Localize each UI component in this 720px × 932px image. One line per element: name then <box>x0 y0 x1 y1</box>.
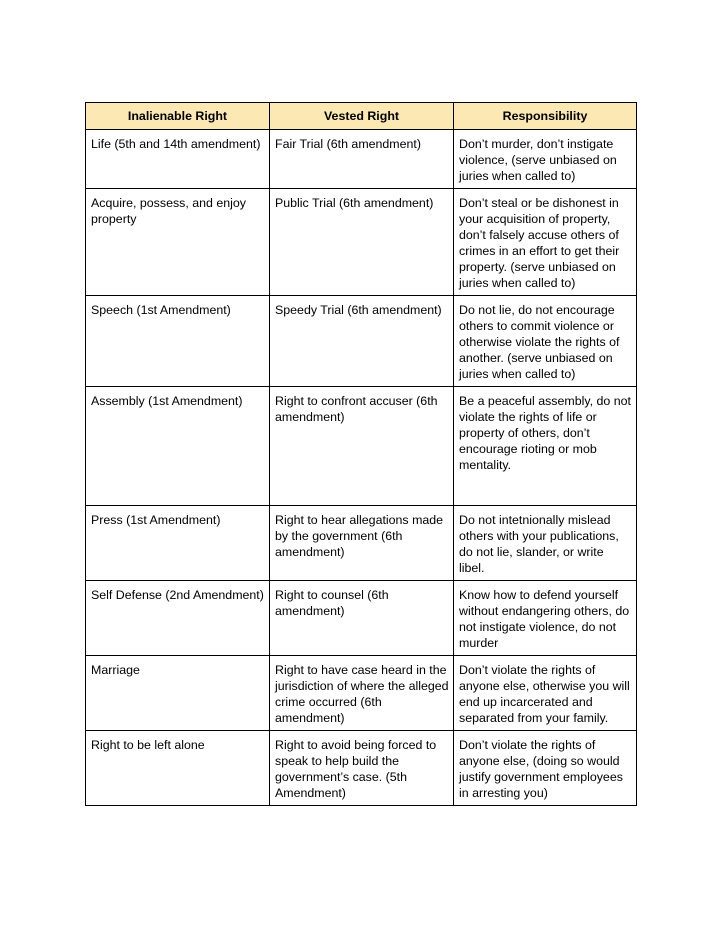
inalienable-right-cell: Assembly (1st Amendment) <box>86 387 270 506</box>
vested-right-cell: Right to counsel (6th amendment) <box>270 581 454 656</box>
table-row <box>86 656 637 731</box>
responsibility-cell: Don’t violate the rights of anyone else, otherwise you will end up incarcerated and separated from your family. <box>454 656 637 731</box>
table-row <box>86 506 637 581</box>
responsibility-cell: Be a peaceful assembly, do not violate the rights of life or property of others, don’t encourage rioting or mob mentality. <box>454 387 637 506</box>
inalienable-right-cell: Marriage <box>86 656 270 731</box>
inalienable-right-cell: Press (1st Amendment) <box>86 506 270 581</box>
responsibility-cell: Do not lie, do not encourage others to commit violence or otherwise violate the rights of another. (serve unbiased on juries when called to) <box>454 296 637 387</box>
table-row <box>86 296 637 387</box>
inalienable-right-cell: Right to be left alone <box>86 731 270 806</box>
table-row <box>86 130 637 189</box>
responsibility-cell: Don’t murder, don’t instigate violence, (serve unbiased on juries when called to) <box>454 130 637 189</box>
inalienable-right-cell: Life (5th and 14th amendment) <box>86 130 270 189</box>
table-row <box>86 731 637 806</box>
inalienable-right-cell: Acquire, possess, and enjoy property <box>86 189 270 296</box>
vested-right-cell: Right to avoid being forced to speak to help build the government’s case. (5th Amendment) <box>270 731 454 806</box>
header-responsibility: Responsibility <box>454 103 637 130</box>
vested-right-cell: Right to hear allegations made by the government (6th amendment) <box>270 506 454 581</box>
vested-right-cell: Speedy Trial (6th amendment) <box>270 296 454 387</box>
rights-table <box>85 102 637 806</box>
responsibility-cell: Do not intetnionally mislead others with your publications, do not lie, slander, or write libel. <box>454 506 637 581</box>
responsibility-cell: Don’t violate the rights of anyone else, (doing so would justify government employees in arresting you) <box>454 731 637 806</box>
responsibility-cell: Don’t steal or be dishonest in your acquisition of property, don’t falsely accuse others of crimes in an effort to get their property. (serve unbiased on juries when called to) <box>454 189 637 296</box>
table-row <box>86 189 637 296</box>
table-header-row <box>86 103 637 130</box>
inalienable-right-cell: Self Defense (2nd Amendment) <box>86 581 270 656</box>
table-row <box>86 581 637 656</box>
vested-right-cell: Fair Trial (6th amendment) <box>270 130 454 189</box>
vested-right-cell: Public Trial (6th amendment) <box>270 189 454 296</box>
responsibility-cell: Know how to defend yourself without endangering others, do not instigate violence, do not murder <box>454 581 637 656</box>
header-inalienable-right: Inalienable Right <box>86 103 270 130</box>
vested-right-cell: Right to confront accuser (6th amendment) <box>270 387 454 506</box>
inalienable-right-cell: Speech (1st Amendment) <box>86 296 270 387</box>
header-vested-right: Vested Right <box>270 103 454 130</box>
table-row <box>86 387 637 506</box>
vested-right-cell: Right to have case heard in the jurisdiction of where the alleged crime occurred (6th amendment) <box>270 656 454 731</box>
